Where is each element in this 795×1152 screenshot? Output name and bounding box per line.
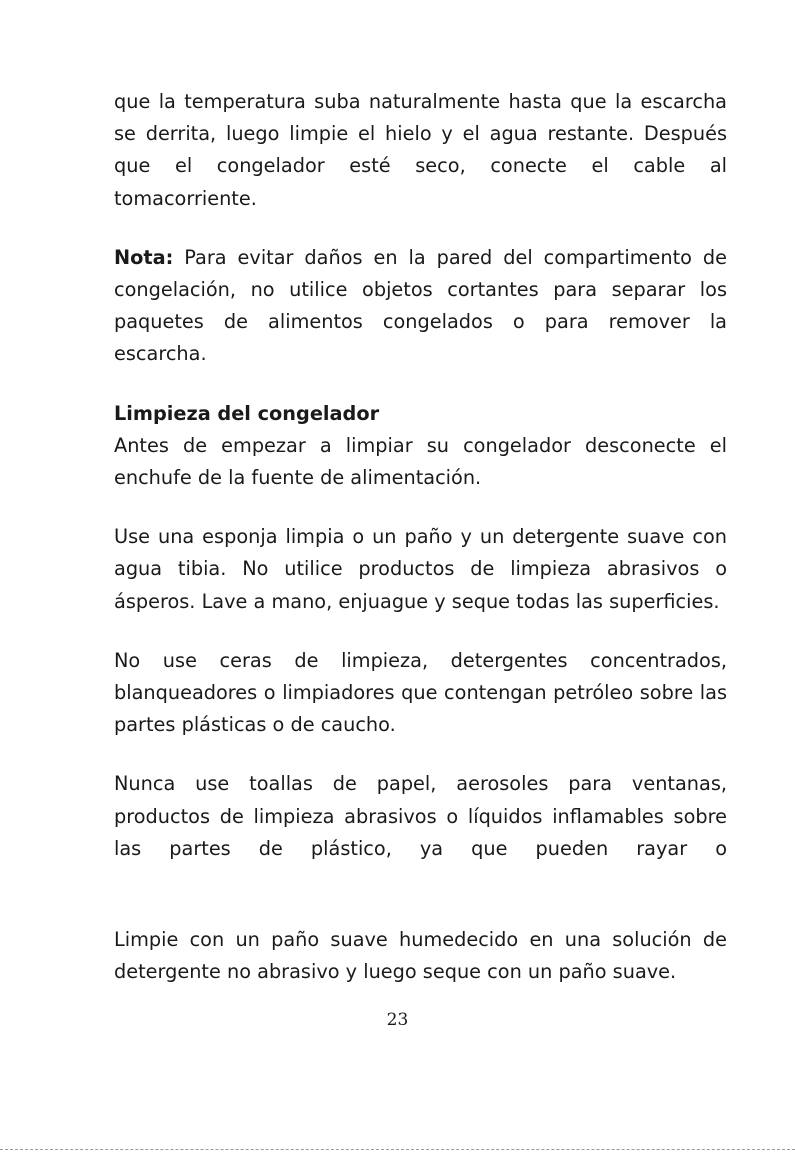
paragraph-soft-cloth: Limpie con un paño suave humedecido en una solución de detergente no abrasivo y luego seque con un paño suave. [114,928,727,984]
paragraph-sponge: Use una esponja limpia o un paño y un detergente suave con agua tibia. No utilice productos de limpieza abrasivos o ásperos. Lave a mano, enjuague y seque todas las superficies. [114,525,727,613]
paragraph-waxes: No use ceras de limpieza, detergentes concentrados, blanqueadores o limpiadores que contengan petróleo sobre las partes plásticas o de caucho. [114,648,727,737]
paragraph-note [114,242,727,371]
section-heading: Limpieza del congelador [114,401,380,425]
note-label: Nota: [114,245,174,269]
paragraph-defrost: que la temperatura suba naturalmente hasta que la escarcha se derrita, luego limpie el hielo y el agua restante. Después que el congelador esté seco, conecte el cable al tomacorriente. [114,90,727,210]
note-text: Para evitar daños en la pared del compartimento de congelación, no utilice objetos cortantes para separar los paquetes de alimentos congelados o para remover la escarcha. [114,245,727,366]
footer-rule [0,1149,795,1150]
page-content [114,86,727,988]
paragraph-unplug: Antes de empezar a limpiar su congelador desconecte el enchufe de la fuente de alimentación. [114,433,727,490]
paragraph-paper-towels: Nunca use toallas de papel, aerosoles para ventanas, productos de limpieza abrasivos o líquidos inflamables sobre las partes de plástico, ya que pueden rayar o [114,772,727,860]
page-number: 23 [386,1010,409,1030]
